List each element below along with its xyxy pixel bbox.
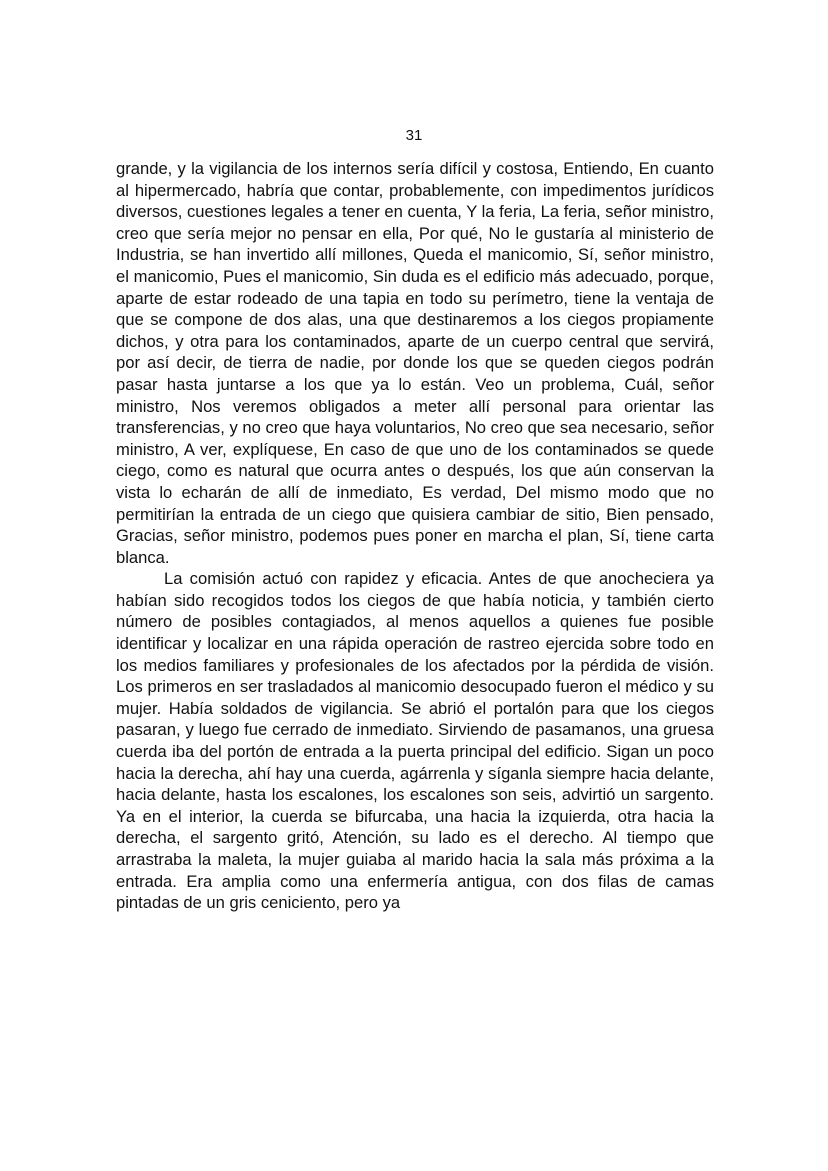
body-text — [116, 158, 714, 914]
page-number: 31 — [405, 127, 423, 144]
paragraph-2: La comisión actuó con rapidez y eficacia. Antes de que anocheciera ya habían sido recogidos todos los ciegos de que había noticia, y también cierto número de posibles contagiados, al menos aquellos a quienes fue posible identificar y localizar en una rápida operación de rastreo ejercida sobre todo en los medios familiares y profesionales de los afectados por la pérdida de visión. Los primeros en ser trasladados al manicomio desocupado fueron el médico y su mujer. Había soldados de vigilancia. Se abrió el portalón para que los ciegos pasaran, y luego fue cerrado de inmediato. Sirviendo de pasamanos, una gruesa cuerda iba del portón de entrada a la puerta principal del edificio. Sigan un poco hacia la derecha, ahí hay una cuerda, agárrenla y síganla siempre hacia delante, hacia delante, hasta los escalones, los escalones son seis, advirtió un sargento. Ya en el interior, la cuerda se bifurcaba, una hacia la izquierda, otra hacia la derecha, el sargento gritó, Atención, su lado es el derecho. Al tiempo que arrastraba la maleta, la mujer guiaba al marido hacia la sala más próxima a la entrada. Era amplia como una enfermería antigua, con dos filas de camas pintadas de un gris ceniciento, pero ya — [116, 569, 714, 913]
paragraph-1: grande, y la vigilancia de los internos sería difícil y costosa, Entiendo, En cuanto al hipermercado, habría que contar, probablemente, con impedimentos jurídicos diversos, cuestiones legales a tener en cuenta, Y la feria, La feria, señor ministro, creo que sería mejor no pensar en ella, Por qué, No le gustaría al ministerio de Industria, se han invertido allí millones, Queda el manicomio, Sí, señor ministro, el manicomio, Pues el manicomio, Sin duda es el edificio más adecuado, porque, aparte de estar rodeado de una tapia en todo su perímetro, tiene la ventaja de que se compone de dos alas, una que destinaremos a los ciegos propiamente dichos, y otra para los contaminados, aparte de un cuerpo central que servirá, por así decir, de tierra de nadie, por donde los que se queden ciegos podrán pasar hasta juntarse a los que ya lo están. Veo un problema, Cuál, señor ministro, Nos veremos obligados a meter allí personal para orientar las transferencias, y no creo que haya voluntarios, No creo que sea necesario, señor ministro, A ver, explíquese, En caso de que uno de los contaminados se quede ciego, como es natural que ocurra antes o después, los que aún conservan la vista lo echarán de allí de inmediato, Es verdad, Del mismo modo que no permitirían la entrada de un ciego que quisiera cambiar de sitio, Bien pensado, Gracias, señor ministro, podemos pues poner en marcha el plan, Sí, tiene carta blanca. — [116, 159, 715, 567]
